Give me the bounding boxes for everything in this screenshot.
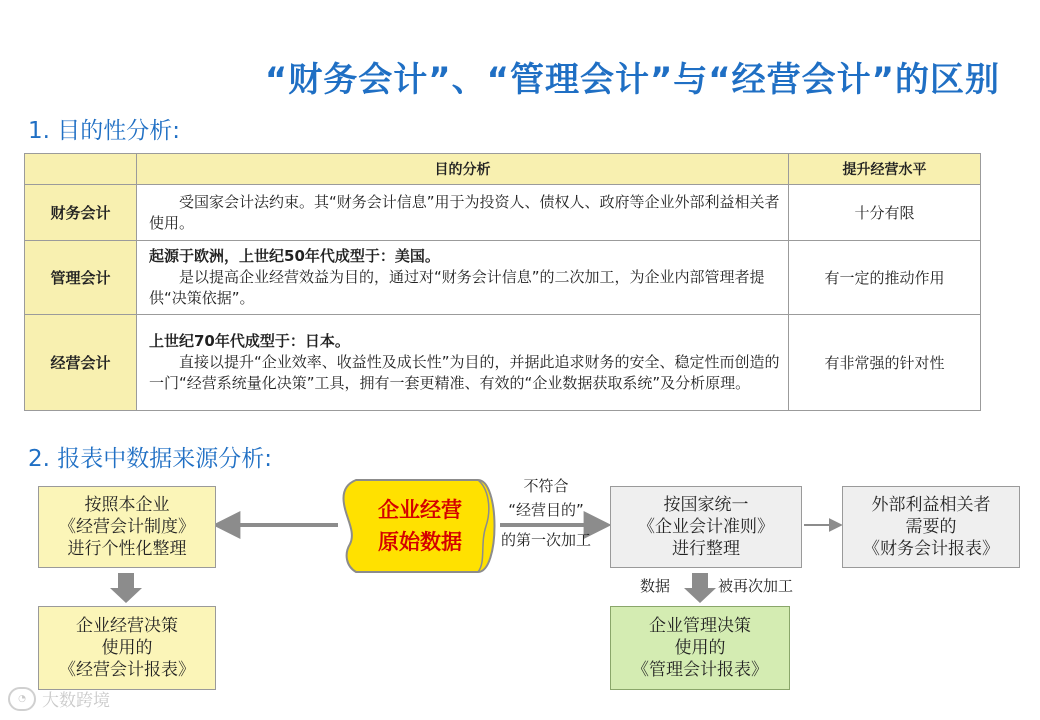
financial-report-box: 外部利益相关者 需要的 《财务会计报表》 — [842, 486, 1020, 568]
section-heading-data-source: 2. 报表中数据来源分析: — [28, 446, 273, 472]
personalized-processing-box: 按照本企业 《经营会计制度》 进行个性化整理 — [38, 486, 216, 568]
table-header-level: 提升经营水平 — [789, 154, 981, 185]
description-body: 受国家会计法约束。其“财务会计信息”用于为投资人、债权人、政府等企业外部利益相关者使用。 — [149, 192, 780, 232]
description-lead: 起源于欧洲，上世纪50年代成型于：美国。 — [149, 247, 440, 265]
row-label: 经营会计 — [25, 315, 137, 411]
page-title: “财务会计”、“管理会计”与“经营会计”的区别 — [264, 60, 1000, 100]
national-standard-box: 按国家统一 《企业会计准则》 进行整理 — [610, 486, 802, 568]
table-header-purpose: 目的分析 — [137, 154, 789, 185]
arrow-left-down — [110, 573, 142, 603]
operating-report-box: 企业经营决策 使用的 《经营会计报表》 — [38, 606, 216, 690]
row-level: 十分有限 — [789, 185, 981, 241]
core-data-label: 企业经营 原始数据 — [378, 498, 462, 554]
row-label: 管理会计 — [25, 241, 137, 315]
description-lead: 上世纪70年代成型于：日本。 — [149, 332, 350, 350]
watermark-logo-icon: ◔ — [8, 687, 36, 711]
section-heading-purpose: 1. 目的性分析: — [28, 118, 181, 144]
arrow-right-down — [684, 573, 716, 603]
row-level: 有非常强的针对性 — [789, 315, 981, 411]
management-report-box: 企业管理决策 使用的 《管理会计报表》 — [610, 606, 790, 690]
watermark — [8, 686, 110, 711]
row-level: 有一定的推动作用 — [789, 241, 981, 315]
first-processing-label: 不符合 “经营目的” 的第一次加工 — [500, 477, 591, 549]
data-label: 数据 — [640, 577, 671, 595]
watermark-text: 大数跨境 — [42, 691, 110, 711]
row-label: 财务会计 — [25, 185, 137, 241]
description-body: 是以提高企业经营效益为目的，通过对“财务会计信息”的二次加工，为企业内部管理者提供“决策依据”。 — [149, 268, 765, 307]
description-body: 直接以提升“企业效率、收益性及成长性”为目的，并据此追求财务的安全、稳定性而创造的一门“经营系统量化决策”工具，拥有一套更精准、有效的“企业数据获取系统”及分析原理。 — [149, 353, 780, 392]
reprocessed-label: 被再次加工 — [718, 577, 794, 595]
